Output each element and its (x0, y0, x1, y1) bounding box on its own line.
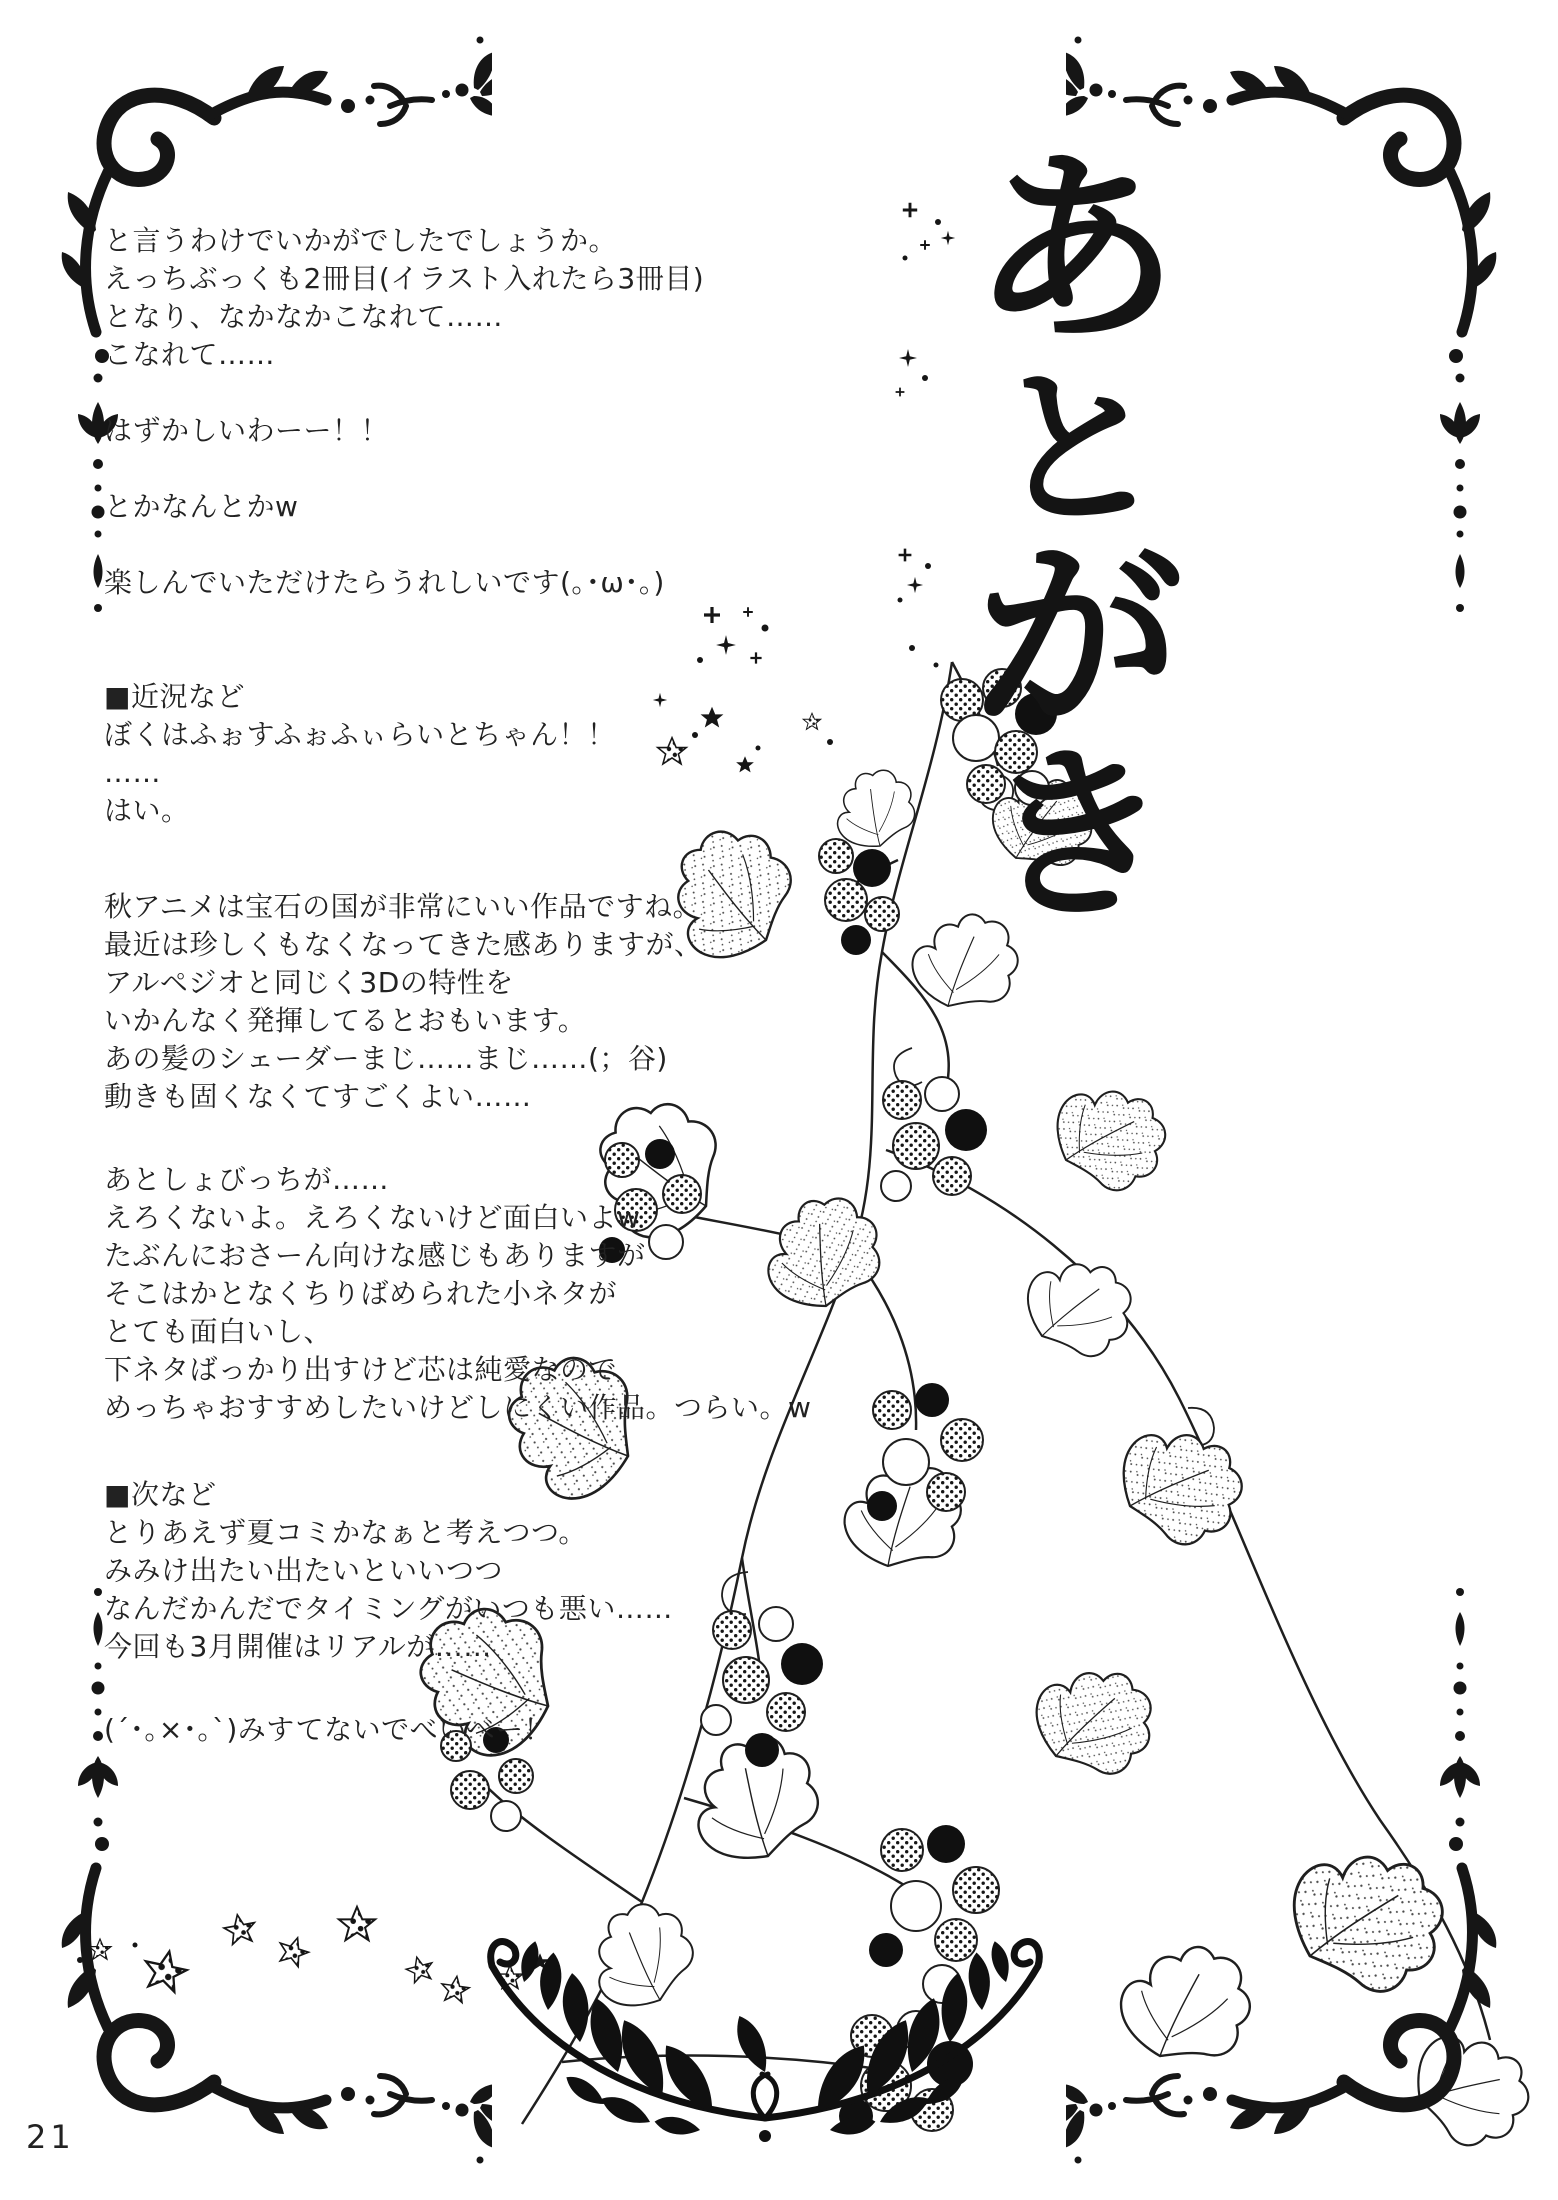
text-line: えろくないよ。えろくないけど面白いよw (104, 1201, 641, 1234)
section-heading: ■次など (104, 1478, 217, 1511)
text-line: あの髪のシェーダーまじ……まじ……(；谷) (104, 1042, 668, 1075)
text-line: 今回も3月開催はリアルが…… (104, 1630, 492, 1663)
text-line: みみけ出たい出たいといいつつ (104, 1554, 504, 1587)
text-line: となり、なかなかこなれて…… (104, 300, 504, 333)
text-line: あとしょびっちが…… (104, 1163, 390, 1196)
text-line: と言うわけでいかがでしたでしょうか。 (104, 224, 618, 257)
text-line: 楽しんでいただけたらうれしいです(｡･ω･｡) (104, 566, 665, 599)
paragraph (104, 412, 864, 450)
text-line: えっちぶっくも2冊目(イラスト入れたら3冊目) (104, 262, 705, 295)
text-line: そこはかとなくちりばめられた小ネタが (104, 1277, 618, 1310)
page-title (948, 122, 1208, 948)
paragraph (104, 564, 864, 602)
text-line: なんだかんだでタイミングがいつも悪い…… (104, 1592, 673, 1625)
paragraph (104, 1161, 864, 1427)
text-line: めっちゃおすすめしたいけどしにくい作品。つらい。w (104, 1391, 812, 1424)
text-line: 下ネタばっかり出すけど芯は純愛なので (104, 1353, 618, 1386)
paragraph (104, 678, 864, 830)
text-line: …… (104, 756, 161, 789)
section-heading: ■近況など (104, 680, 245, 713)
text-line: はずかしいわーー！！ (104, 414, 390, 447)
text-line: とても面白いし、 (104, 1315, 333, 1348)
text-line: いかんなく発揮してるとおもいます。 (104, 1004, 587, 1037)
page-number: 21 (26, 2118, 75, 2156)
text-line: アルペジオと同じく3Dの特性を (104, 966, 514, 999)
title-char: が (970, 515, 1186, 763)
text-line: 秋アニメは宝石の国が非常にいい作品ですね。 (104, 890, 702, 923)
paragraph (104, 1476, 864, 1666)
text-line: (´･｡×･｡`)みすてないでべいべー！ (104, 1713, 553, 1746)
text-line: ぼくはふぉすふぉふぃらいとちゃん！！ (104, 718, 616, 751)
text-line: 最近は珍しくもなくなってきた感ありますが、 (104, 928, 703, 961)
title-char: き (981, 723, 1175, 948)
title-char: あ (965, 122, 1192, 380)
paragraph (104, 1711, 864, 1749)
paragraph (104, 488, 864, 526)
text-line: はい。 (104, 794, 190, 827)
text-line: とりあえず夏コミかなぁと考えつつ。 (104, 1516, 587, 1549)
corner-flourish-bottom-right (1066, 1574, 1536, 2174)
text-line: こなれて…… (104, 338, 276, 371)
text-line: たぶんにおさーん向けな感じもありますが (104, 1239, 646, 1272)
afterword-text (104, 222, 864, 1749)
title-char: と (986, 343, 1170, 554)
paragraph (104, 888, 864, 1116)
paragraph (104, 222, 864, 374)
text-line: とかなんとかw (104, 490, 299, 523)
text-line: 動きも固くなくてすごくよい…… (104, 1080, 532, 1113)
